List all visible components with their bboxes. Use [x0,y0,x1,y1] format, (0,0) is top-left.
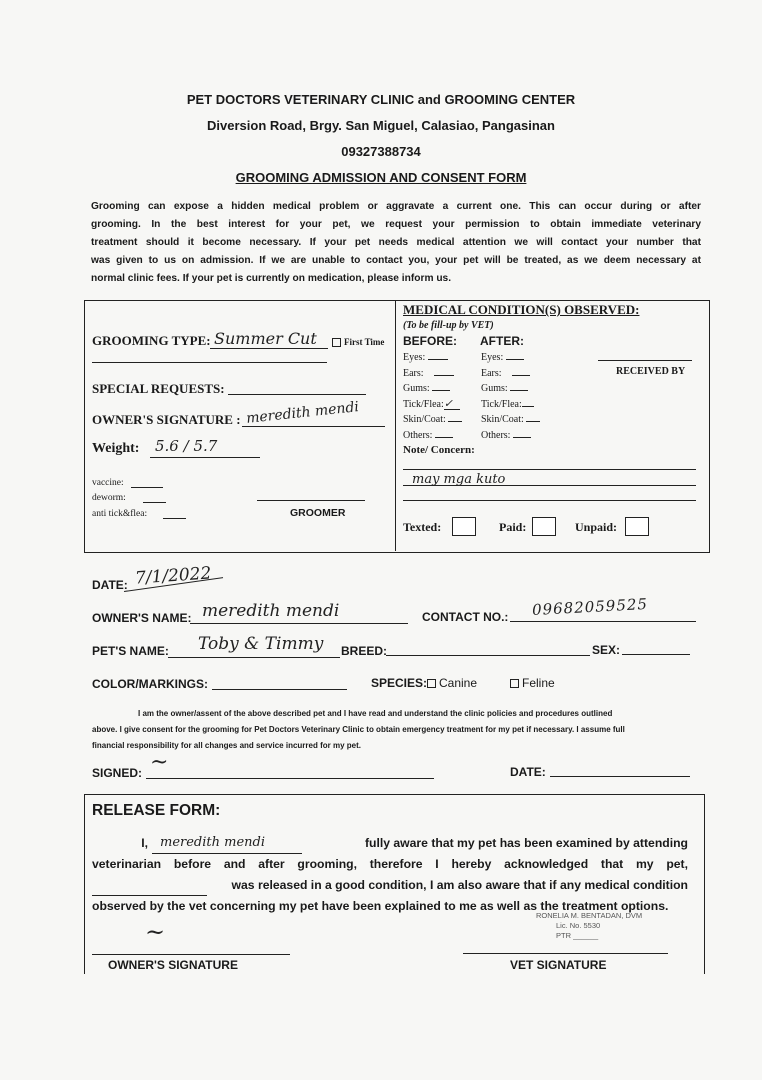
owner-release-signature-line [92,954,290,955]
release-title: RELEASE FORM: [92,802,221,819]
owner-release-signature-label: OWNER'S SIGNATURE [108,958,238,972]
vet-stamp: RONELIA M. BENTADAN, DVM Lic. No. 5530 PTR ______ [536,911,643,940]
signed-line [146,778,434,779]
feline-checkbox[interactable] [510,679,519,688]
antitick-label: anti tick&flea: [92,509,148,519]
groomer-label: GROOMER [290,507,346,519]
received-by-line[interactable] [598,360,692,361]
before-item: Ears: [403,366,462,382]
vet-signature-label: VET SIGNATURE [510,958,607,972]
special-requests-label: SPECIAL REQUESTS: [92,381,225,396]
vaccine-line[interactable] [131,487,163,488]
note-line-1 [403,469,696,470]
before-item: Tick/Flea:✓ [403,397,462,413]
texted-checkbox[interactable] [452,517,476,536]
release-name-value[interactable]: meredith mendi [152,832,302,854]
date-value[interactable]: 7/1/2022 [134,563,212,589]
intro-line: normal clinic fees. If your pet is currently on medication, please inform us. [91,273,452,284]
after-item: Skin/Coat: [481,412,540,428]
release-pet-line[interactable] [92,881,207,896]
before-item: Others: [403,428,462,444]
before-item: Skin/Coat: [403,412,462,428]
breed-label: BREED: [341,644,388,658]
release-top-border [84,794,705,795]
deworm-label: deworm: [92,493,126,503]
intro-paragraph [91,198,701,288]
owner-signature-line [242,426,385,427]
signed-mark[interactable]: ~ [150,750,169,775]
release-line-3: was released in a good condition, I am also aware that if any medical condition [92,875,688,896]
vaccine-label: vaccine: [92,478,124,488]
clinic-name: PET DOCTORS VETERINARY CLINIC and GROOMING CENTER [186,92,576,107]
grooming-type-label: GROOMING TYPE: [92,333,211,348]
intro-line: treatment should it become necessary. If your pet needs medical attention we will contact your number that [91,237,701,248]
release-line-1: I, meredith mendi fully aware that my pet has been examined by attending [92,832,688,854]
weight-label: Weight: [92,441,140,456]
intro-line: grooming. In the best interest for your pet, we request your permission to obtain immediate veterinary [91,219,701,230]
clinic-phone: 09327388734 [341,144,421,159]
texted-label: Texted: [403,520,442,534]
release-line-4: observed by the vet concerning my pet have been explained to me as well as the treatment options. [92,899,669,913]
grooming-type-line [210,348,328,349]
date-label: DATE: [92,578,128,592]
note-value[interactable]: may mga kuto [412,472,506,487]
before-label: BEFORE: [403,334,457,348]
medical-subtitle: (To be fill-up by VET) [403,320,494,331]
owner-signature-value[interactable]: meredith mendi [245,399,360,427]
paid-label: Paid: [499,520,527,534]
after-item: Gums: [481,381,540,397]
deworm-line[interactable] [143,502,166,503]
consent-line: financial responsibility for all changes and service incurred for my pet. [92,741,361,750]
consent-paragraph [92,706,698,754]
after-list [481,350,540,443]
groomer-line[interactable] [257,500,365,501]
vet-signature-line[interactable] [463,953,668,954]
contact-label: CONTACT NO.: [422,610,509,624]
feline-option[interactable]: Feline [510,676,555,690]
after-item: Tick/Flea: [481,397,540,413]
note-line-2 [403,485,696,486]
before-list [403,350,462,443]
after-item: Others: [481,428,540,444]
color-line[interactable] [212,689,347,690]
note-line-3 [403,500,696,501]
owner-name-label: OWNER'S NAME: [92,611,192,625]
owner-name-value[interactable]: meredith mendi [202,601,340,621]
canine-option[interactable]: Canine [427,676,477,690]
release-line-2: veterinarian before and after grooming, therefore I hereby acknowledged that my pet, [92,857,688,871]
after-item: Eyes: [481,350,540,366]
contact-value[interactable]: 09682059525 [531,594,649,620]
species-label: SPECIES: [371,676,428,690]
breed-line[interactable] [386,655,590,656]
before-item: Eyes: [403,350,462,366]
clinic-address: Diversion Road, Brgy. San Miguel, Calasiao, Pangasinan [207,118,555,133]
unpaid-label: Unpaid: [575,520,618,534]
received-by-label: RECEIVED BY [616,366,686,377]
canine-checkbox[interactable] [427,679,436,688]
weight-line [150,457,260,458]
color-label: COLOR/MARKINGS: [92,677,208,691]
first-time-option[interactable]: First Time [332,337,384,347]
consent-line: above. I give consent for the grooming for Pet Doctors Veterinary Clinic to obtain emergency treatment for my pet if necessary. I assume full [92,725,625,734]
first-time-checkbox[interactable] [332,338,341,347]
weight-value[interactable]: 5.6 / 5.7 [155,437,218,455]
after-label: AFTER: [480,334,524,348]
contact-line [510,621,696,622]
intro-line: Grooming can expose a hidden medical problem or aggravate a current one. This can occur during or after [91,201,701,212]
pet-name-line [168,657,340,658]
pet-name-value[interactable]: Toby & Timmy [198,634,324,654]
sex-label: SEX: [592,643,621,657]
owner-release-signature[interactable]: ~ [145,918,166,946]
owner-signature-label: OWNER'S SIGNATURE : [92,412,241,427]
tick-before-mark: ✓ [444,399,460,410]
medical-title: MEDICAL CONDITION(S) OBSERVED: [403,302,640,317]
release-left-border [84,794,85,974]
release-right-border [704,794,705,974]
grooming-type-line-2 [92,362,327,363]
owner-name-line [190,623,408,624]
special-requests-line[interactable] [228,394,366,395]
intro-line: was given to us on admission. If we are unable to contact you, your pet will be treated, as we deem necessary at [91,255,701,266]
date2-label: DATE: [510,765,546,779]
signed-label: SIGNED: [92,766,143,780]
form-title: GROOMING ADMISSION AND CONSENT FORM [235,170,527,185]
box-divider [395,301,396,551]
pet-name-label: PET'S NAME: [92,644,169,658]
date2-line[interactable] [550,776,690,777]
paid-checkbox[interactable] [532,517,556,536]
release-paragraph [92,832,688,917]
after-item: Ears: [481,366,540,382]
grooming-type-value[interactable]: Summer Cut [214,329,317,348]
before-item: Gums: [403,381,462,397]
consent-line: I am the owner/assent of the above described pet and I have read and understand the clinic policies and procedures outlined [138,709,613,718]
note-label: Note/ Concern: [403,444,475,456]
sex-line[interactable] [622,654,690,655]
antitick-line[interactable] [163,518,186,519]
unpaid-checkbox[interactable] [625,517,649,536]
